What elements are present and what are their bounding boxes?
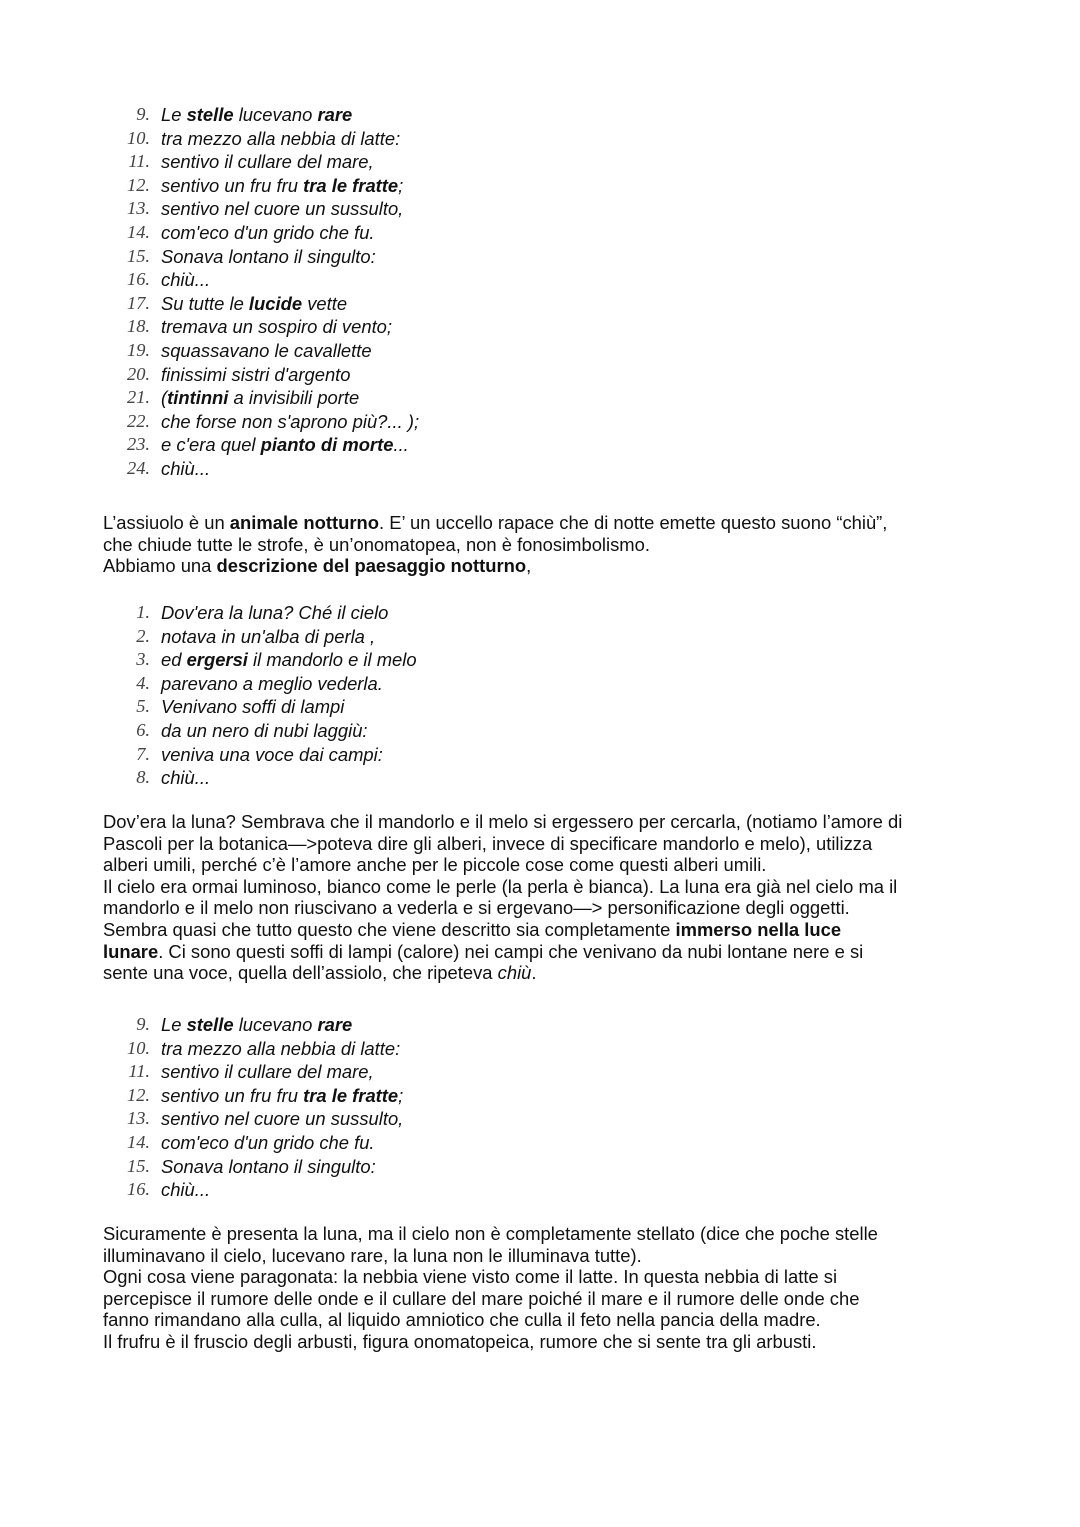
emphasis-bold: pianto di morte: [260, 434, 394, 456]
text-run: mandorlo e il melo non riuscivano a vederla e si ergevano—> personificazione degli oggetti.: [103, 897, 850, 919]
verse-number: 16.: [127, 1179, 150, 1200]
text-run: a invisibili porte: [228, 387, 360, 409]
text-run: chiù...: [161, 1179, 211, 1201]
verse-text: [161, 339, 372, 363]
text-run: lucevano: [233, 104, 318, 125]
verse-number: 1.: [136, 602, 150, 622]
text-run: Sembra quasi che tutto questo che viene descritto sia completamente: [103, 918, 676, 940]
text-run: che forse non s'aprono più?... );: [161, 410, 420, 432]
verse-number: 6.: [136, 719, 150, 740]
text-run: e c'era quel: [161, 434, 261, 456]
verse-line: [0, 457, 700, 481]
text-run: il mandorlo e il melo: [247, 649, 417, 671]
paragraph-line: [103, 854, 1003, 876]
verse-line: [0, 363, 700, 387]
emphasis-bold: lucide: [248, 292, 303, 314]
paragraph-line: [103, 1331, 1003, 1353]
text-run: fanno rimandano alla culla, al liquido amniotico che culla il feto nella pancia della madre.: [103, 1309, 821, 1331]
text-run: Sonava lontano il singulto:: [161, 1155, 376, 1177]
verse-line: [0, 766, 700, 790]
verse-text: [161, 1084, 403, 1108]
text-run: Sicuramente è presenta la luna, ma il cielo non è completamente stellato (dice che poche stelle: [103, 1223, 878, 1244]
text-run: vette: [302, 292, 348, 314]
paragraph-line: [103, 1223, 1003, 1245]
paragraph-line: [103, 1245, 1003, 1267]
poem-stanza-lines-9-16: [0, 1013, 700, 1202]
text-run: Ogni cosa viene paragonata: la nebbia viene visto come il latte. In questa nebbia di latte si: [103, 1266, 838, 1288]
verse-number: 8.: [136, 767, 150, 788]
verse-number: 20.: [127, 363, 150, 384]
text-run: tra mezzo alla nebbia di latte:: [161, 127, 401, 149]
verse-text: [161, 457, 210, 481]
verse-text: [161, 601, 388, 625]
paragraph-line: [103, 962, 1003, 984]
text-run: sentivo un fru fru: [161, 174, 304, 196]
verse-text: [161, 648, 417, 672]
verse-line: [0, 625, 700, 649]
verse-text: [161, 315, 392, 339]
paragraph-line: [103, 876, 1003, 898]
verse-line: [0, 1178, 700, 1202]
verse-text: [161, 197, 403, 221]
verse-text: [161, 433, 409, 457]
emphasis-bold: rare: [317, 1014, 353, 1035]
paragraph-line: [103, 1266, 1003, 1288]
text-run: Pascoli per la botanica—>poteva dire gli alberi, invece di specificare mandorlo e melo), utilizza: [103, 832, 873, 854]
verse-number: 3.: [136, 649, 150, 670]
verse-number: 4.: [136, 672, 150, 693]
emphasis-bold: rare: [317, 104, 353, 125]
verse-line: [0, 410, 700, 434]
text-run: finissimi sistri d'argento: [161, 363, 351, 385]
verse-line: [0, 743, 700, 767]
verse-line: [0, 268, 700, 292]
verse-line: [0, 127, 700, 151]
text-run: sentivo il cullare del mare,: [161, 151, 374, 173]
text-run: Abbiamo una: [103, 555, 217, 577]
text-run: chiù...: [161, 269, 211, 291]
paragraph-line: [103, 1288, 1003, 1310]
verse-line: [0, 174, 700, 198]
emphasis-bold: stelle: [186, 104, 234, 125]
verse-text: [161, 766, 210, 790]
text-run: ed: [161, 649, 187, 671]
emphasis-bold: stelle: [186, 1014, 234, 1035]
text-run: ;: [398, 1084, 404, 1106]
text-run: L’assiuolo è un: [103, 512, 230, 533]
text-run: lucevano: [233, 1014, 318, 1035]
verse-number: 11.: [128, 1061, 150, 1082]
text-run: da un nero di nubi laggiù:: [161, 719, 368, 741]
text-run: .: [531, 962, 537, 984]
text-run: com'eco d'un grido che fu.: [161, 221, 375, 243]
verse-number: 15.: [127, 245, 150, 266]
paragraph-line: [103, 941, 1003, 963]
verse-number: 10.: [127, 1037, 150, 1058]
verse-line: [0, 695, 700, 719]
text-run: Le: [161, 104, 187, 125]
paragraph-line: [103, 555, 1003, 577]
text-run: Le: [161, 1014, 187, 1035]
verse-text: [161, 1037, 400, 1061]
verse-line: [0, 197, 700, 221]
verse-text: [161, 245, 376, 269]
verse-text: [161, 1155, 376, 1179]
verse-number: 22.: [127, 410, 150, 431]
verse-number: 12.: [127, 1084, 150, 1105]
verse-line: [0, 433, 700, 457]
verse-text: [161, 221, 375, 245]
verse-number: 15.: [127, 1155, 150, 1176]
verse-number: 13.: [127, 198, 150, 219]
verse-number: 14.: [127, 1131, 150, 1152]
text-run: chiù...: [161, 457, 211, 479]
text-run: sentivo il cullare del mare,: [161, 1061, 374, 1083]
text-run: tremava un sospiro di vento;: [161, 316, 393, 338]
verse-line: [0, 1155, 700, 1179]
verse-text: [161, 410, 419, 434]
paragraph-line: [103, 534, 1003, 556]
paragraph-line: [103, 512, 1003, 534]
verse-text: [161, 719, 368, 743]
emphasis-bold: ergersi: [186, 649, 248, 671]
verse-number: 9.: [136, 1014, 150, 1034]
text-run: com'eco d'un grido che fu.: [161, 1131, 375, 1153]
verse-text: [161, 625, 375, 649]
text-run: . E’ un uccello rapace che di notte emette questo suono “chiù”,: [378, 512, 888, 533]
verse-line: [0, 601, 700, 625]
verse-line: [0, 719, 700, 743]
text-run: Venivano soffi di lampi: [161, 696, 345, 718]
text-run: . Ci sono questi soffi di lampi (calore) nei campi che venivano da nubi lontane nere e si: [158, 940, 864, 962]
verse-line: [0, 315, 700, 339]
text-run: Sonava lontano il singulto:: [161, 245, 376, 267]
verse-text: [161, 1107, 403, 1131]
verse-number: 5.: [136, 696, 150, 717]
verse-text: [161, 695, 344, 719]
verse-line: [0, 672, 700, 696]
verse-text: [161, 174, 403, 198]
text-run: ...: [393, 434, 409, 456]
text-run: ;: [398, 174, 404, 196]
text-run: sentivo nel cuore un sussulto,: [161, 1108, 404, 1130]
text-run: Su tutte le: [161, 292, 249, 314]
verse-text: [161, 386, 359, 410]
text-run: tra mezzo alla nebbia di latte:: [161, 1037, 401, 1059]
text-run: Dov’era la luna? Sembrava che il mandorlo e il melo si ergessero per cercarla, (notiamo l’amore di: [103, 811, 903, 832]
poem-stanza-lines-9-24: [0, 103, 700, 481]
verse-line: [0, 1037, 700, 1061]
verse-number: 7.: [136, 743, 150, 764]
verse-text: [161, 1060, 374, 1084]
emphasis-italic: chiù: [497, 962, 532, 984]
verse-number: 23.: [127, 434, 150, 455]
verse-line: [0, 1084, 700, 1108]
verse-text: [161, 103, 352, 127]
text-run: sente una voce, quella dell’assiolo, che ripeteva: [103, 962, 498, 984]
text-run: parevano a meglio vederla.: [161, 672, 383, 694]
verse-number: 24.: [127, 457, 150, 478]
verse-line: [0, 339, 700, 363]
verse-text: [161, 1178, 210, 1202]
verse-line: [0, 292, 700, 316]
text-run: ,: [526, 555, 532, 577]
verse-text: [161, 268, 210, 292]
text-run: che chiude tutte le strofe, è un’onomatopea, non è fonosimbolismo.: [103, 533, 650, 555]
text-run: Il cielo era ormai luminoso, bianco come le perle (la perla è bianca). La luna era già nel cielo ma il: [103, 875, 898, 897]
verse-number: 17.: [127, 292, 150, 313]
text-run: Dov'era la luna? Ché il cielo: [161, 602, 389, 623]
verse-number: 14.: [127, 221, 150, 242]
paragraph-line: [103, 811, 1003, 833]
text-run: Il frufru è il fruscio degli arbusti, figura onomatopeica, rumore che si sente tra gli arbusti.: [103, 1330, 817, 1352]
verse-text: [161, 672, 383, 696]
text-run: veniva una voce dai campi:: [161, 743, 383, 765]
paragraph-line: [103, 897, 1003, 919]
paragraph-line: [103, 919, 1003, 941]
verse-text: [161, 743, 383, 767]
verse-line: [0, 1131, 700, 1155]
verse-line: [0, 1107, 700, 1131]
verse-number: 16.: [127, 269, 150, 290]
commentary-luna: [103, 811, 1003, 984]
text-run: illuminavano il cielo, lucevano rare, la luna non le illuminava tutte).: [103, 1244, 642, 1266]
verse-line: [0, 245, 700, 269]
verse-line: [0, 1013, 700, 1037]
emphasis-bold: tra le fratte: [303, 174, 399, 196]
text-run: (: [161, 387, 168, 409]
text-run: notava in un'alba di perla ,: [161, 625, 376, 647]
verse-number: 10.: [127, 127, 150, 148]
text-run: alberi umili, perché c’è l’amore anche per le piccole cose come questi alberi umili.: [103, 854, 767, 876]
verse-number: 19.: [127, 339, 150, 360]
emphasis-bold: lunare: [103, 940, 159, 962]
commentary-stelle: [103, 1223, 1003, 1353]
verse-number: 12.: [127, 174, 150, 195]
emphasis-bold: tra le fratte: [303, 1084, 399, 1106]
text-run: sentivo nel cuore un sussulto,: [161, 198, 404, 220]
paragraph-line: [103, 833, 1003, 855]
text-run: chiù...: [161, 767, 211, 789]
verse-number: 2.: [136, 625, 150, 646]
emphasis-bold: animale notturno: [229, 512, 379, 533]
text-run: sentivo un fru fru: [161, 1084, 304, 1106]
verse-number: 11.: [128, 151, 150, 172]
paragraph-line: [103, 1309, 1003, 1331]
verse-text: [161, 150, 374, 174]
verse-number: 9.: [136, 104, 150, 124]
text-run: percepisce il rumore delle onde e il cullare del mare poiché il mare e il rumore delle onde che: [103, 1287, 860, 1309]
verse-line: [0, 1060, 700, 1084]
verse-line: [0, 103, 700, 127]
verse-text: [161, 292, 347, 316]
emphasis-bold: immerso nella luce: [675, 918, 842, 940]
verse-line: [0, 648, 700, 672]
verse-text: [161, 1013, 352, 1037]
verse-number: 18.: [127, 316, 150, 337]
emphasis-bold: descrizione del paesaggio notturno: [216, 555, 527, 577]
verse-text: [161, 1131, 375, 1155]
verse-line: [0, 386, 700, 410]
verse-text: [161, 127, 400, 151]
verse-number: 13.: [127, 1108, 150, 1129]
verse-line: [0, 150, 700, 174]
verse-line: [0, 221, 700, 245]
poem-stanza-lines-1-8: [0, 601, 700, 790]
emphasis-bold: tintinni: [167, 387, 229, 409]
verse-text: [161, 363, 351, 387]
commentary-assiuolo: [103, 512, 1003, 577]
verse-number: 21.: [127, 387, 150, 408]
text-run: squassavano le cavallette: [161, 339, 372, 361]
